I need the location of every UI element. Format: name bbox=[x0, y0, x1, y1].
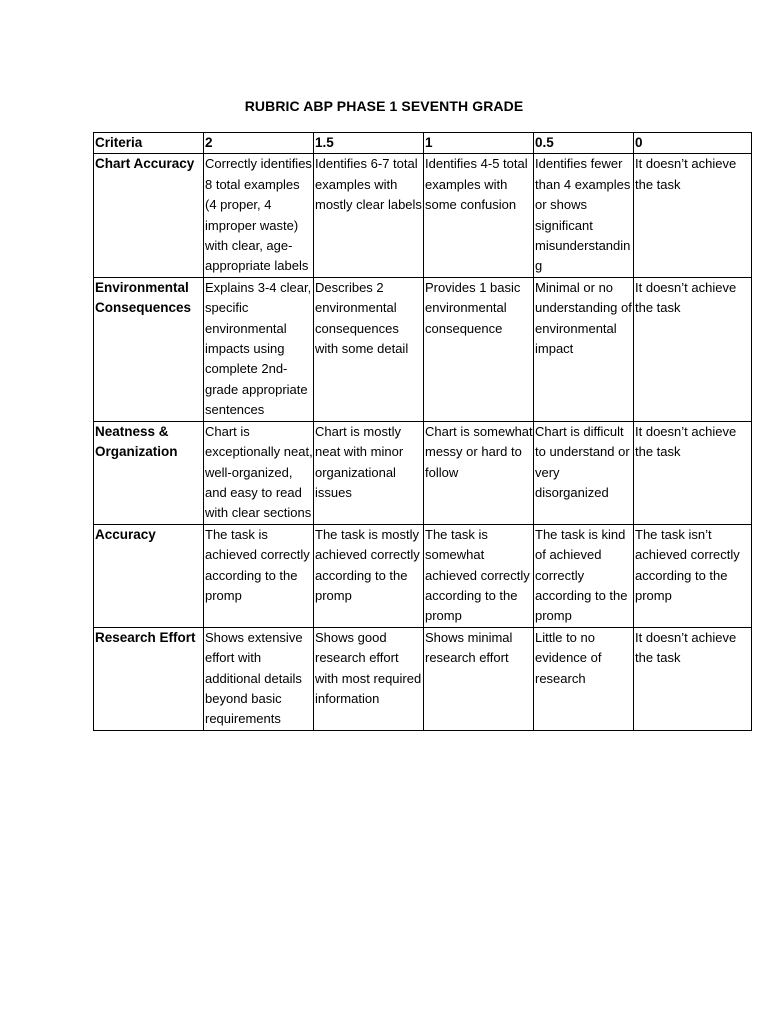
table-cell: The task is somewhat achieved correctly according to the promp bbox=[424, 524, 534, 627]
table-cell: Correctly identifies 8 total examples (4 proper, 4 improper waste) with clear, age-appropriate labels bbox=[204, 154, 314, 277]
header-criteria: Criteria bbox=[94, 133, 204, 154]
document-title: RUBRIC ABP PHASE 1 SEVENTH GRADE bbox=[244, 98, 524, 114]
criterion-research-effort: Research Effort bbox=[94, 627, 204, 730]
header-score-1-5: 1.5 bbox=[314, 133, 424, 154]
table-cell: Explains 3-4 clear, specific environmental impacts using complete 2nd-grade appropriate sentences bbox=[204, 277, 314, 421]
header-score-2: 2 bbox=[204, 133, 314, 154]
table-row bbox=[94, 154, 752, 277]
table-cell: Minimal or no understanding of environmental impact bbox=[534, 277, 634, 421]
table-cell: Chart is difficult to understand or very disorganized bbox=[534, 421, 634, 524]
table-cell: It doesn’t achieve the task bbox=[634, 277, 752, 421]
table-cell: Provides 1 basic environmental consequence bbox=[424, 277, 534, 421]
table-cell: Identifies fewer than 4 examples or shows significant misunderstanding bbox=[534, 154, 634, 277]
table-cell: Chart is exceptionally neat, well-organized, and easy to read with clear sections bbox=[204, 421, 314, 524]
table-cell: The task is achieved correctly according to the promp bbox=[204, 524, 314, 627]
header-score-0: 0 bbox=[634, 133, 752, 154]
table-cell: The task is kind of achieved correctly according to the promp bbox=[534, 524, 634, 627]
table-cell: Chart is mostly neat with minor organizational issues bbox=[314, 421, 424, 524]
rubric-table bbox=[93, 132, 752, 731]
table-cell: Describes 2 environmental consequences with some detail bbox=[314, 277, 424, 421]
table-cell: It doesn’t achieve the task bbox=[634, 154, 752, 277]
table-cell: It doesn’t achieve the task bbox=[634, 627, 752, 730]
table-cell: The task isn’t achieved correctly according to the promp bbox=[634, 524, 752, 627]
table-row bbox=[94, 627, 752, 730]
header-score-1: 1 bbox=[424, 133, 534, 154]
table-cell: Shows minimal research effort bbox=[424, 627, 534, 730]
header-score-0-5: 0.5 bbox=[534, 133, 634, 154]
table-row bbox=[94, 524, 752, 627]
table-cell: Little to no evidence of research bbox=[534, 627, 634, 730]
criterion-chart-accuracy: Chart Accuracy bbox=[94, 154, 204, 277]
table-cell: Shows good research effort with most required information bbox=[314, 627, 424, 730]
table-cell: Identifies 6-7 total examples with mostly clear labels bbox=[314, 154, 424, 277]
table-row bbox=[94, 421, 752, 524]
criterion-neatness-organization: Neatness & Organization bbox=[94, 421, 204, 524]
criterion-environmental-consequences: Environmental Consequences bbox=[94, 277, 204, 421]
table-cell: Shows extensive effort with additional details beyond basic requirements bbox=[204, 627, 314, 730]
table-header-row bbox=[94, 133, 752, 154]
table-cell: Chart is somewhat messy or hard to follow bbox=[424, 421, 534, 524]
table-cell: It doesn’t achieve the task bbox=[634, 421, 752, 524]
table-cell: The task is mostly achieved correctly according to the promp bbox=[314, 524, 424, 627]
criterion-accuracy: Accuracy bbox=[94, 524, 204, 627]
table-row bbox=[94, 277, 752, 421]
table-cell: Identifies 4-5 total examples with some confusion bbox=[424, 154, 534, 277]
